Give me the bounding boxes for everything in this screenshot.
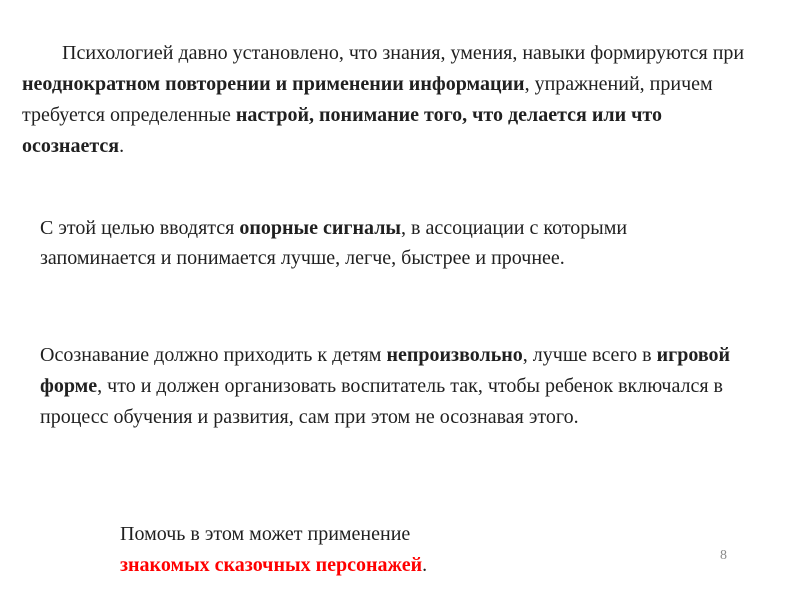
paragraph-fairy-tale-characters: [120, 519, 640, 581]
p4-text-1: Помочь в этом может применение: [120, 523, 411, 545]
p2-text-2: , в ассоциации с которыми запоминается и понимается лучше, легче, быстрее и прочнее.: [40, 217, 628, 269]
paragraph-awareness: [40, 340, 740, 433]
p3-text-1: Осознавание должно приходить к детям: [40, 344, 387, 366]
p4-text-2: .: [422, 554, 428, 576]
p2-text-1: С этой целью вводятся: [40, 217, 240, 239]
paragraph-support-signals: [40, 213, 740, 273]
p1-bold-1: неоднократном повторении и применении информации: [22, 73, 525, 95]
p2-bold-1: опорные сигналы: [239, 217, 402, 239]
p3-text-2: , лучше всего в: [522, 344, 657, 366]
paragraph-repetition: [22, 38, 767, 162]
p4-red-highlight: знакомых сказочных персонажей: [120, 554, 423, 576]
slide-number: 8: [720, 548, 727, 563]
p3-bold-2: игровой форме: [40, 344, 731, 397]
p3-bold-1: непроизвольно: [386, 344, 523, 366]
p3-text-3: , что и должен организовать воспитатель так, чтобы ребенок включался в процесс обучения и развития, сам при этом не осознавая этого.: [40, 375, 724, 428]
p1-text-2: , упражнений, причем требуется определенные: [22, 73, 713, 126]
p1-text-3: .: [119, 135, 125, 157]
p1-bold-2: настрой, понимание того, что делается или что осознается: [22, 104, 662, 157]
p1-text-1: Психологией давно установлено, что знания, умения, навыки формируются при: [62, 42, 745, 64]
